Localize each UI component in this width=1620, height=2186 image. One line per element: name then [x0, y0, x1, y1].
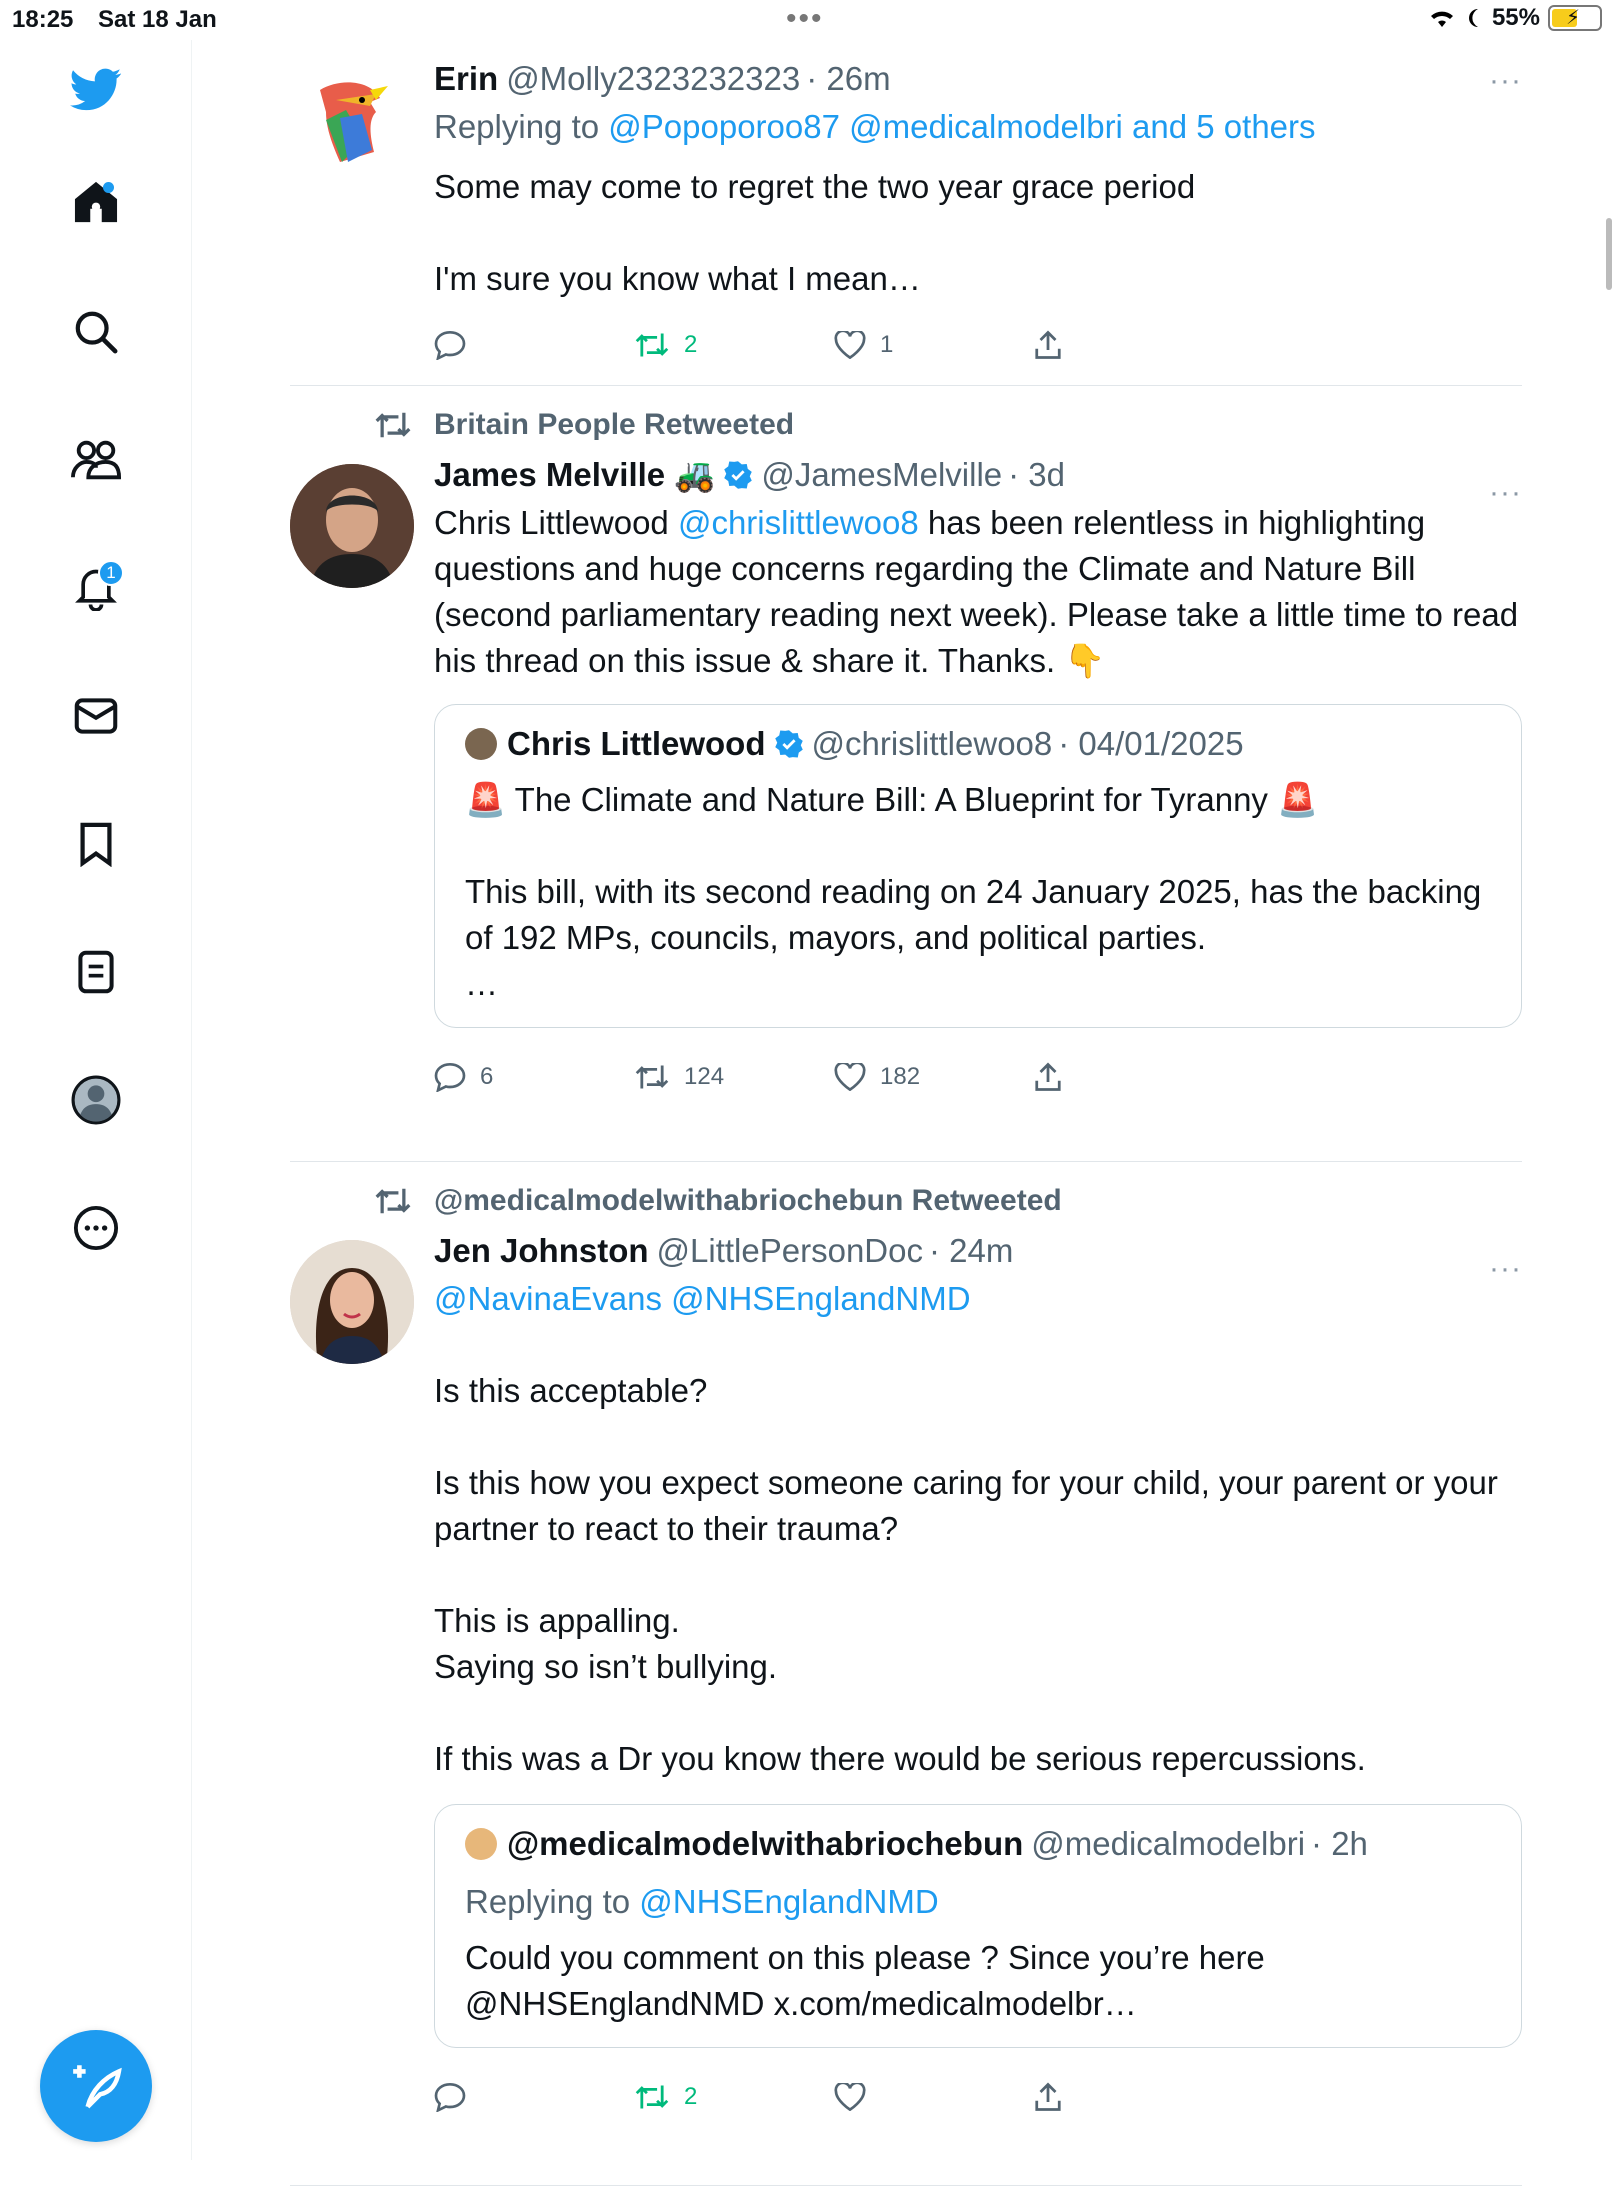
tweet[interactable]: [290, 40, 1522, 386]
quoted-tweet[interactable]: [434, 1804, 1522, 2048]
search-icon: [73, 309, 119, 355]
profile-avatar-icon: [71, 1075, 121, 1125]
retweet-icon: [634, 2083, 670, 2111]
retweet-button[interactable]: [634, 322, 834, 368]
like-button[interactable]: [834, 322, 1034, 368]
avatar[interactable]: [290, 60, 414, 184]
retweeted-by-label[interactable]: Britain People Retweeted: [434, 408, 795, 441]
reply-icon: [434, 330, 466, 360]
heart-icon: [834, 1063, 866, 1091]
quoted-tweet[interactable]: [434, 704, 1522, 1028]
avatar[interactable]: [290, 464, 414, 588]
more-circle-icon: [73, 1205, 119, 1251]
reply-button[interactable]: [434, 1054, 634, 1100]
replying-to-users[interactable]: @Popoporoo87 @medicalmodelbri and 5 others: [608, 108, 1316, 145]
retweet-small-icon: [374, 410, 412, 440]
quoted-author-avatar: [465, 728, 497, 760]
share-icon: [1034, 330, 1062, 360]
replying-to: [434, 104, 1522, 154]
heart-icon: [834, 2083, 866, 2111]
lists-nav[interactable]: [60, 936, 132, 1008]
notifications-nav[interactable]: [60, 552, 132, 624]
battery-icon: ⚡: [1548, 5, 1602, 31]
quoted-author-name: Chris Littlewood: [507, 725, 766, 762]
share-icon: [1034, 1062, 1062, 1092]
messages-nav[interactable]: [60, 680, 132, 752]
author-handle[interactable]: @JamesMelville: [761, 456, 1003, 493]
timeline: [290, 40, 1528, 2186]
retweet-button[interactable]: [634, 2074, 834, 2120]
more-options-icon[interactable]: ···: [1489, 476, 1522, 509]
home-new-indicator: [103, 182, 114, 193]
like-count: 182: [880, 1063, 921, 1090]
quoted-text: 🚨 The Climate and Nature Bill: A Blueprint for Tyranny 🚨 This bill, with its second reading on 24 January 2025, has the backing of 192 MPs, councils, mayors, and political parties. …: [465, 781, 1482, 1002]
author-name[interactable]: Erin: [434, 60, 499, 97]
tweet-text-rest: has been relentless in highlighting questions and huge concerns regarding the Climate and Nature Bill (second parliamentary reading next week). Please take a little time to read his thread on this issue & share it. Thanks. 👇: [434, 504, 1528, 679]
quoted-replying-to: [465, 1879, 1491, 1929]
timestamp[interactable]: · 3d: [1008, 456, 1065, 493]
more-options-icon[interactable]: ···: [1489, 1252, 1522, 1285]
retweet-small-icon: [374, 1186, 412, 1216]
timestamp[interactable]: · 24m: [928, 1232, 1014, 1269]
communities-icon: [71, 438, 121, 482]
retweeted-by: [434, 1176, 1522, 1226]
replying-to-label: Replying to: [434, 108, 600, 145]
retweet-button[interactable]: [634, 1054, 834, 1100]
bookmark-icon: [78, 821, 114, 867]
bookmarks-nav[interactable]: [60, 808, 132, 880]
like-count: 1: [880, 331, 894, 358]
notifications-badge: 1: [98, 560, 124, 586]
communities-nav[interactable]: [60, 424, 132, 496]
retweet-count: 2: [684, 331, 698, 358]
scrollbar[interactable]: [1606, 218, 1612, 290]
mention-link[interactable]: @chrislittlewoo8: [677, 504, 919, 541]
replying-to-label: Replying to: [465, 1883, 631, 1920]
heart-icon: [834, 331, 866, 359]
moon-icon: [1464, 7, 1484, 29]
author-handle[interactable]: @LittlePersonDoc: [656, 1232, 923, 1269]
author-name[interactable]: Jen Johnston: [434, 1232, 649, 1269]
explore-nav[interactable]: [60, 296, 132, 368]
share-button[interactable]: [1034, 2082, 1234, 2112]
tweet-text: [434, 500, 1528, 684]
retweeted-by: [434, 400, 1522, 450]
home-nav[interactable]: [60, 166, 132, 238]
quoted-author-handle: @medicalmodelbri: [1031, 1825, 1306, 1862]
reply-count: 6: [480, 1063, 494, 1090]
compose-tweet-button[interactable]: [40, 2030, 152, 2142]
share-icon: [1034, 2082, 1062, 2112]
reply-icon: [434, 2082, 466, 2112]
replying-to-users[interactable]: @NHSEnglandNMD: [639, 1883, 939, 1920]
avatar[interactable]: [290, 1240, 414, 1364]
author-handle[interactable]: @Molly2323232323: [506, 60, 801, 97]
quoted-author-handle: @chrislittlewoo8: [811, 725, 1053, 762]
quoted-timestamp: · 04/01/2025: [1058, 725, 1244, 762]
retweet-icon: [634, 331, 670, 359]
reply-icon: [434, 1062, 466, 1092]
feather-plus-icon: [69, 2061, 123, 2111]
quoted-timestamp: · 2h: [1311, 1825, 1368, 1862]
author-name[interactable]: James Melville 🚜: [434, 456, 716, 493]
reply-button[interactable]: [434, 330, 634, 360]
reply-button[interactable]: [434, 2082, 634, 2112]
timestamp[interactable]: · 26m: [806, 60, 891, 97]
quoted-author-name: @medicalmodelwithabriochebun: [507, 1825, 1024, 1862]
battery-percentage: 55%: [1491, 4, 1540, 31]
profile-nav[interactable]: [60, 1064, 132, 1136]
retweeted-by-label[interactable]: @medicalmodelwithabriochebun Retweeted: [434, 1184, 1062, 1217]
tweet[interactable]: [290, 400, 1528, 1162]
like-button[interactable]: [834, 2083, 1034, 2111]
quoted-author-avatar: [465, 1828, 497, 1860]
tweet[interactable]: [290, 1176, 1522, 2186]
sidebar: [0, 40, 192, 2160]
status-bar: [0, 0, 1620, 40]
tweet-text: Some may come to regret the two year grace period I'm sure you know what I mean…: [434, 168, 1196, 297]
lists-icon: [77, 950, 115, 994]
more-options-icon[interactable]: ···: [1489, 64, 1522, 97]
share-button[interactable]: [1034, 330, 1234, 360]
twitter-logo-icon[interactable]: [60, 54, 132, 126]
date: Sat 18 Jan: [98, 6, 217, 33]
wifi-icon: [1428, 7, 1456, 29]
share-button[interactable]: [1034, 1062, 1234, 1092]
retweet-count: 2: [684, 2083, 698, 2110]
retweet-icon: [634, 1063, 670, 1091]
retweet-count: 124: [684, 1063, 725, 1090]
mention-links[interactable]: @NavinaEvans @NHSEnglandNMD: [434, 1280, 971, 1317]
verified-badge-icon: [774, 729, 804, 759]
verified-badge-icon: [723, 460, 753, 490]
more-nav[interactable]: [60, 1192, 132, 1264]
mail-icon: [74, 696, 118, 736]
quoted-text: Could you comment on this please ? Since you’re here @NHSEnglandNMD x.com/medicalmodelbr…: [465, 1939, 1274, 2022]
multitasking-dots-icon[interactable]: •••: [786, 2, 824, 35]
clock: 18:25: [12, 6, 74, 33]
like-button[interactable]: [834, 1054, 1034, 1100]
tweet-text-start: Chris Littlewood: [434, 504, 678, 541]
tweet-text: Is this acceptable? Is this how you expect someone caring for your child, your parent or your partner to react to their trauma? This is appalling. Saying so isn’t bullying. If this was a Dr you know there would be serious repercussions.: [434, 1372, 1498, 1777]
